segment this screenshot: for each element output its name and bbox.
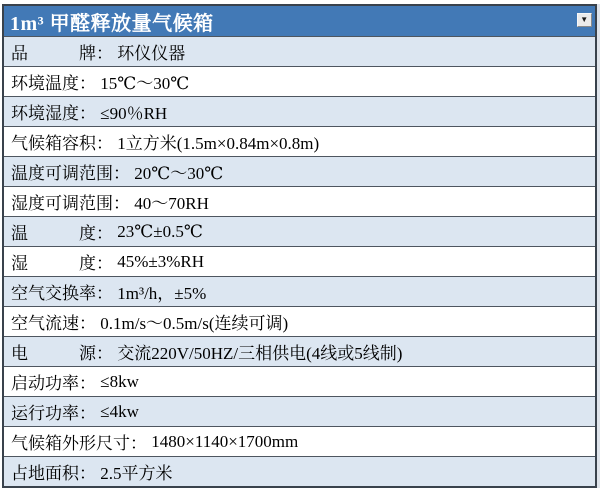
spec-label: 湿 度 — [11, 254, 96, 273]
spec-value: 交流220V/50HZ/三相供电(4线或5线制) — [117, 344, 403, 363]
spec-label: 启动功率 — [11, 374, 79, 393]
spec-label: 温度可调范围 — [11, 164, 113, 183]
spec-label: 气候箱容积 — [11, 134, 96, 153]
spec-label: 气候箱外形尺寸 — [11, 434, 130, 453]
spec-value: 1480×1140×1700mm — [151, 431, 299, 451]
spec-row — [4, 306, 595, 336]
spec-row — [4, 66, 595, 96]
spec-row — [4, 396, 595, 426]
spec-row — [4, 276, 595, 306]
colon-separator: ： — [79, 374, 101, 393]
spec-value: 45%±3%RH — [117, 251, 205, 271]
colon-separator: ： — [130, 434, 152, 453]
spec-row — [4, 426, 595, 456]
spec-row — [4, 366, 595, 396]
colon-separator: ： — [113, 194, 135, 213]
colon-separator: ： — [96, 44, 118, 63]
spec-row — [4, 456, 595, 486]
spec-label: 运行功率 — [11, 404, 79, 423]
spec-label: 电 源 — [11, 344, 96, 363]
spec-row — [4, 186, 595, 216]
spec-label: 温 度 — [11, 224, 96, 243]
colon-separator: ： — [113, 164, 135, 183]
spec-row — [4, 126, 595, 156]
spec-row — [4, 216, 595, 246]
colon-separator: ： — [79, 104, 101, 123]
dropdown-button[interactable] — [577, 13, 592, 27]
spec-row — [4, 36, 595, 66]
chevron-down-icon: ▼ — [580, 15, 589, 24]
spec-row — [4, 246, 595, 276]
spec-value: ≤8kw — [100, 371, 139, 391]
spec-value: ≤90％RH — [100, 104, 168, 123]
spec-value: ≤4kw — [100, 401, 139, 421]
spec-rows — [4, 36, 595, 486]
spec-row — [4, 336, 595, 366]
colon-separator: ： — [79, 74, 101, 93]
spec-table — [2, 4, 597, 488]
spec-value: 1m³/h，±5% — [117, 284, 207, 303]
spec-row — [4, 156, 595, 186]
spec-label: 湿度可调范围 — [11, 194, 113, 213]
colon-separator: ： — [96, 224, 118, 243]
spec-label: 环境湿度 — [11, 104, 79, 123]
spec-value: 2.5平方米 — [100, 464, 173, 483]
table-title: 1m³ 甲醛释放量气候箱 — [10, 12, 214, 35]
colon-separator: ： — [96, 134, 118, 153]
spec-value: 40～70RH — [134, 194, 209, 213]
spec-label: 环境温度 — [11, 74, 79, 93]
spec-value: 20℃～30℃ — [134, 164, 224, 183]
spec-value: 23℃±0.5℃ — [117, 221, 203, 241]
colon-separator: ： — [96, 254, 118, 273]
spec-label: 空气流速 — [11, 314, 79, 333]
colon-separator: ： — [79, 464, 101, 483]
spec-label: 品 牌 — [11, 44, 96, 63]
spec-value: 1立方米(1.5m×0.84m×0.8m) — [117, 134, 320, 153]
spec-value: 0.1m/s～0.5m/s(连续可调) — [100, 314, 289, 333]
table-header — [4, 6, 595, 36]
spec-label: 空气交换率 — [11, 284, 96, 303]
colon-separator: ： — [79, 404, 101, 423]
colon-separator: ： — [79, 314, 101, 333]
colon-separator: ： — [96, 344, 118, 363]
colon-separator: ： — [96, 284, 118, 303]
spec-value: 环仪仪器 — [117, 44, 186, 63]
spec-label: 占地面积 — [11, 464, 79, 483]
spec-row — [4, 96, 595, 126]
spec-value: 15℃～30℃ — [100, 74, 190, 93]
